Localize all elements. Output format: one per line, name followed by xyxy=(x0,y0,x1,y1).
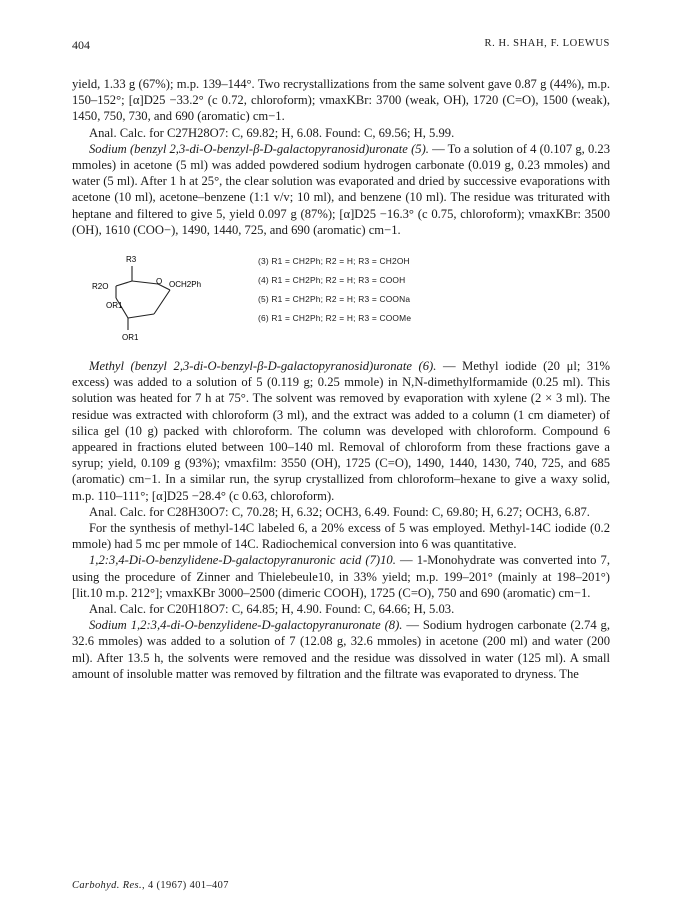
paragraph-compound-6: Methyl (benzyl 2,3-di-O-benzyl-β-D-galactopyranosid)uronate (6). — Methyl iodide (20 μl; 31% excess) was added to a solution of 5 (0.119 g; 0.25 mmole) in N,N-dimethylformamide (0.25 ml). This solution was heated for 7 h at 75°. The solvent was removed by evaporation with xylene (2 × 3 ml). The residue was extracted with chloroform (3 ml), and the extract was added to a column (1 cm diameter) of silica gel (10 g) packed with chloroform. The column was developed with chloroform. Compound 6 appeared in fractions eluted between 100–140 ml. Removal of chloroform from these fractions gave a syrup; yield, 0.109 g (93%); νmaxfilm: 3550 (OH), 1725 (C=O), 1490, 1440, 1430, 740, 725, and 685 (aromatic) cm−1. In a similar run, the syrup crystallized from chloroform–hexane to give a waxy solid, m.p. 110–111°; [α]D25 −28.4° (c 0.63, chloroform). xyxy=(72,359,610,503)
label-or1-upper: OR1 xyxy=(106,301,123,311)
heading-compound-8: Sodium 1,2:3,4-di-O-benzylidene-D-galactopyranuronate (8). xyxy=(89,618,403,633)
paragraph-analysis-7: Anal. Calc. for C20H18O7: C, 64.85; H, 4.90. Found: C, 64.66; H, 5.03. xyxy=(89,602,455,617)
legend-item-4: (4) R1 = CH2Ph; R2 = H; R3 = COOH xyxy=(258,275,406,286)
legend-item-5: (5) R1 = CH2Ph; R2 = H; R3 = COONa xyxy=(258,294,411,305)
heading-compound-5: Sodium (benzyl 2,3-di-O-benzyl-β-D-galactopyranosid)uronate (5). xyxy=(89,141,429,156)
journal-footer xyxy=(72,880,229,891)
pyranose-ring-diagram xyxy=(72,246,252,348)
structure-figure xyxy=(72,246,610,348)
paragraph-compound-8: Sodium 1,2:3,4-di-O-benzylidene-D-galactopyranuronate (8). — Sodium hydrogen carbonate (2.74 g, 32.6 mmoles) was added to a solution of 7 (12.08 g, 32.6 mmoles) in acetone (200 ml) and water (200 ml). After 13.5 h, the solvents were removed and the residue was dissolved in water (125 ml). A small amount of insoluble matter was removed by filtration and the filtrate was evaporated to dryness. The xyxy=(72,618,611,681)
page-number: 404 xyxy=(72,38,90,52)
article-body xyxy=(72,76,610,682)
running-authors: R. H. SHAH, F. LOEWUS xyxy=(484,38,610,49)
running-header xyxy=(72,38,610,54)
journal-citation: 4 (1967) 401–407 xyxy=(147,880,229,891)
paragraph-analysis-6: Anal. Calc. for C28H30O7: C, 70.28; H, 6.32; OCH3, 6.49. Found: C, 69.80; H, 6.27; OCH3, 6.87. xyxy=(89,504,590,519)
label-r3: R3 xyxy=(126,255,137,265)
legend-item-3: (3) R1 = CH2Ph; R2 = H; R3 = CH2OH xyxy=(258,256,410,267)
label-ring-oxygen: O xyxy=(156,277,163,287)
paragraph-labeling: For the synthesis of methyl-14C labeled 6, a 20% excess of 5 was employed. Methyl-14C iodide (0.2 mmole) had 5 mc per mmole of 14C. Radiochemical conversion into 6 was quantitative. xyxy=(72,521,610,552)
label-och2ph: OCH2Ph xyxy=(169,280,202,290)
heading-compound-7: 1,2:3,4-Di-O-benzylidene-D-galactopyranuronic acid (7)10. xyxy=(89,553,396,568)
legend-item-6: (6) R1 = CH2Ph; R2 = H; R3 = COOMe xyxy=(258,313,412,324)
paragraph-compound-7: 1,2:3,4-Di-O-benzylidene-D-galactopyranuronic acid (7)10. — 1-Monohydrate was converted into 7, using the procedure of Zinner and Thielebeule10, in 33% yield; m.p. 199–201° (mainly at 198–201°) [lit.10 m.p. 212°]; νmaxKBr 3000–2500 (dimeric COOH), 1725 (C=O), 750 and 690 (aromatic) cm−1. xyxy=(72,553,610,600)
heading-compound-6: Methyl (benzyl 2,3-di-O-benzyl-β-D-galactopyranosid)uronate (6). xyxy=(89,359,437,374)
paragraph-compound-5: Sodium (benzyl 2,3-di-O-benzyl-β-D-galactopyranosid)uronate (5). — To a solution of 4 (0.107 g, 0.23 mmoles) in acetone (5 ml) was added powdered sodium hydrogen carbonate (0.019 g, 0.23 mmoles) and water (5 ml). After 1 h at 25°, the clear solution was evaporated and dried by successive evaporations with acetone (10 ml), acetone–benzene (1:1 v/v; 10 ml), and benzene (10 ml). The residue was triturated with heptane and filtered to give 5, yield 0.097 g (87%); [α]D25 −16.3° (c 0.75, chloroform); νmaxKBr: 3500 (OH), 1610 (COO−), 1490, 1440, 725, and 690 (aromatic) cm−1. xyxy=(72,141,610,237)
paragraph-analysis-4: Anal. Calc. for C27H28O7: C, 69.82; H, 6.08. Found: C, 69.56; H, 5.99. xyxy=(89,125,455,140)
paragraph-yield: yield, 1.33 g (67%); m.p. 139–144°. Two recrystallizations from the same solvent gave 0.87 g (44%), m.p. 150–152°; [α]D25 −33.2° (c 0.72, chloroform); νmaxKBr: 3700 (weak, OH), 1720 (C=O), 1500 (weak), 1450, 750, 730, and 690 (aromatic) cm−1. xyxy=(72,77,610,124)
label-r2o: R2O xyxy=(92,282,109,292)
structure-legend xyxy=(258,252,411,328)
journal-name: Carbohyd. Res., xyxy=(72,880,145,891)
label-or1-lower: OR1 xyxy=(122,333,139,343)
